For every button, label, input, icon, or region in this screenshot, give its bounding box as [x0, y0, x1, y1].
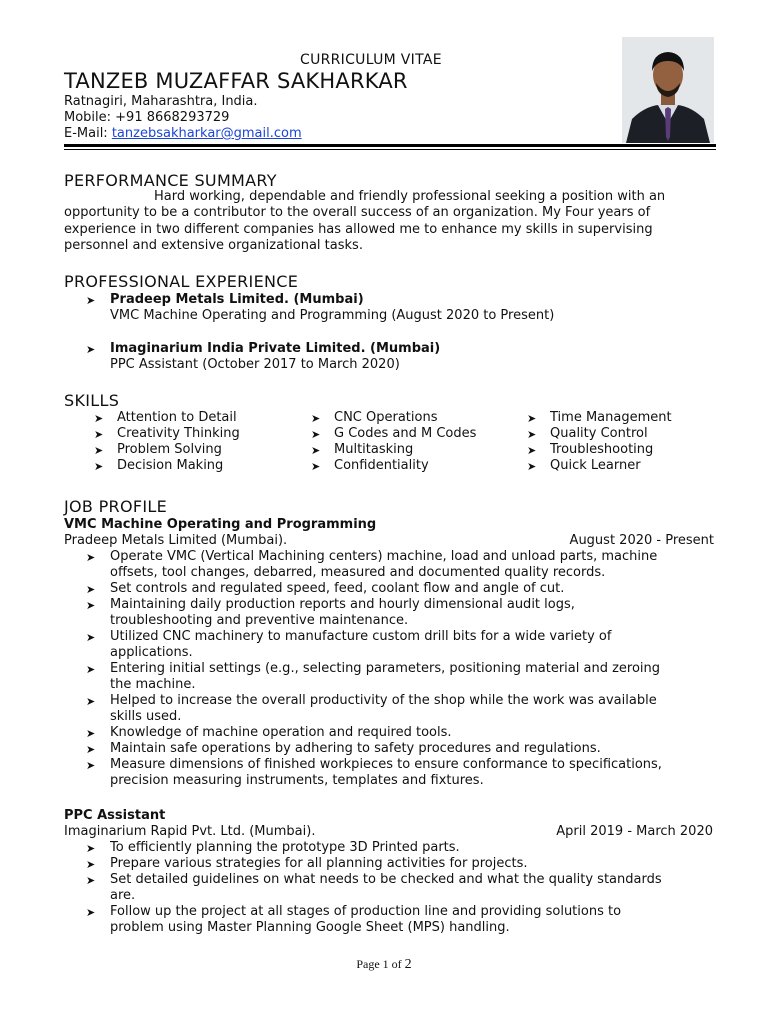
role-text: VMC Machine Operating and Programming (August 2020 to Present): [110, 308, 555, 323]
job-company: Imaginarium Rapid Pvt. Ltd. (Mumbai).: [64, 824, 316, 839]
job-bullet-item: [86, 872, 726, 904]
arrow-bullet-icon: ➤: [86, 583, 96, 596]
job-bullet-line: Set controls and regulated speed, feed, coolant flow and angle of cut.: [110, 581, 565, 596]
job-bullet-line: skills used.: [110, 709, 182, 724]
arrow-bullet-icon: ➤: [86, 874, 96, 887]
job-company: Pradeep Metals Limited (Mumbai).: [64, 533, 288, 548]
skill-item: ➤ Problem Solving: [94, 442, 222, 457]
job-bullet-line: problem using Master Planning Google Sheet (MPS) handling.: [110, 920, 510, 935]
job-bullet-line: Knowledge of machine operation and required tools.: [110, 725, 452, 740]
job-bullet-line: Maintaining daily production reports and hourly dimensional audit logs,: [110, 597, 575, 612]
arrow-bullet-icon: ➤: [94, 428, 104, 441]
job-bullet-item: [86, 693, 726, 725]
job-dates: August 2020 - Present: [569, 533, 714, 548]
job-bullet-line: applications.: [110, 645, 193, 660]
skill-item: ➤ Decision Making: [94, 458, 224, 473]
arrow-bullet-icon: ➤: [86, 727, 96, 740]
job-bullet-line: offsets, tool changes, debarred, measured and documented quality records.: [110, 565, 606, 580]
arrow-bullet-icon: ➤: [86, 599, 96, 612]
job-bullet-item: [86, 661, 726, 693]
summary-heading: PERFORMANCE SUMMARY: [64, 171, 277, 190]
summary-text: [64, 189, 716, 254]
company-name: Imaginarium India Private Limited. (Mumbai): [110, 341, 441, 356]
arrow-bullet-icon: ➤: [527, 444, 537, 457]
job-title: VMC Machine Operating and Programming: [64, 517, 377, 532]
skills-column-1: [94, 410, 240, 474]
job-bullet-item: [86, 840, 726, 856]
header-divider-thick: [64, 144, 716, 147]
arrow-bullet-icon: ➤: [86, 743, 96, 756]
mobile: Mobile: +91 8668293729: [64, 110, 230, 125]
arrow-bullet-icon: ➤: [86, 343, 96, 356]
job-bullet-line: are.: [110, 888, 136, 903]
page-total: 2: [404, 957, 412, 972]
arrow-bullet-icon: ➤: [86, 695, 96, 708]
skill-item: ➤ Creativity Thinking: [94, 426, 240, 441]
arrow-bullet-icon: ➤: [86, 551, 96, 564]
job-bullet-line: Follow up the project at all stages of production line and providing solutions to: [110, 904, 622, 919]
experience-item: [86, 292, 554, 324]
job-bullet-line: troubleshooting and preventive maintenance.: [110, 613, 409, 628]
job-bullet-line: To efficiently planning the prototype 3D Printed parts.: [110, 840, 460, 855]
skills-column-2: [311, 410, 476, 474]
job-bullet-item: [86, 597, 726, 629]
job-bullet-line: Measure dimensions of finished workpieces to ensure conformance to specifications,: [110, 757, 662, 772]
profile-photo: [622, 37, 714, 143]
role-text: PPC Assistant (October 2017 to March 2020): [110, 357, 400, 372]
job-bullet-item: [86, 725, 726, 741]
skills-heading: SKILLS: [64, 391, 120, 410]
job-bullet-line: Helped to increase the overall productivity of the shop while the work was available: [110, 693, 657, 708]
skill-item: ➤ Multitasking: [311, 442, 414, 457]
skill-item: ➤ Troubleshooting: [527, 442, 654, 457]
skill-item: ➤ Quality Control: [527, 426, 648, 441]
job-title: PPC Assistant: [64, 808, 166, 823]
candidate-name: TANZEB MUZAFFAR SAKHARKAR: [64, 69, 408, 93]
arrow-bullet-icon: ➤: [86, 842, 96, 855]
email-line: [64, 126, 302, 142]
job2-bullet-list: [86, 840, 726, 936]
skill-item: ➤ Time Management: [527, 410, 672, 425]
header-divider-thin: [64, 149, 716, 150]
job-bullet-line: Entering initial settings (e.g., selecting parameters, positioning material and zeroing: [110, 661, 661, 676]
skill-item: ➤ Quick Learner: [527, 458, 641, 473]
job-profile-heading: JOB PROFILE: [64, 497, 167, 516]
arrow-bullet-icon: ➤: [94, 412, 104, 425]
arrow-bullet-icon: ➤: [311, 444, 321, 457]
arrow-bullet-icon: ➤: [527, 412, 537, 425]
job-bullet-item: [86, 629, 726, 661]
job-bullet-item: [86, 856, 726, 872]
job-bullet-item: [86, 904, 726, 936]
job-bullet-line: precision measuring instruments, templates and fixtures.: [110, 773, 484, 788]
job1-bullet-list: [86, 549, 726, 789]
arrow-bullet-icon: ➤: [311, 412, 321, 425]
job-bullet-item: [86, 549, 726, 581]
skills-column-3: [527, 410, 672, 474]
skill-item: ➤ Confidentiality: [311, 458, 429, 473]
cv-title: CURRICULUM VITAE: [300, 52, 442, 68]
arrow-bullet-icon: ➤: [86, 906, 96, 919]
summary-line: Hard working, dependable and friendly professional seeking a position with an: [154, 189, 666, 204]
job-bullet-line: Prepare various strategies for all planning activities for projects.: [110, 856, 528, 871]
job-bullet-item: [86, 581, 726, 597]
arrow-bullet-icon: ➤: [311, 428, 321, 441]
page-prefix: Page 1 of: [356, 957, 405, 971]
job-bullet-line: Maintain safe operations by adhering to safety procedures and regulations.: [110, 741, 601, 756]
summary-line: experience in two different companies has allowed me to enhance my skills in supervising: [64, 221, 653, 237]
experience-heading: PROFESSIONAL EXPERIENCE: [64, 272, 299, 291]
job-bullet-line: Operate VMC (Vertical Machining centers) machine, load and unload parts, machine: [110, 549, 658, 564]
arrow-bullet-icon: ➤: [86, 631, 96, 644]
company-name: Pradeep Metals Limited. (Mumbai): [110, 292, 364, 307]
arrow-bullet-icon: ➤: [86, 294, 96, 307]
arrow-bullet-icon: ➤: [527, 428, 537, 441]
job-bullet-line: Set detailed guidelines on what needs to be checked and what the quality standards: [110, 872, 662, 887]
skill-item: ➤ Attention to Detail: [94, 410, 237, 425]
job-bullet-line: the machine.: [110, 677, 196, 692]
job-dates: April 2019 - March 2020: [556, 824, 713, 839]
address: Ratnagiri, Maharashtra, India.: [64, 94, 258, 109]
arrow-bullet-icon: ➤: [94, 460, 104, 473]
arrow-bullet-icon: ➤: [86, 759, 96, 772]
arrow-bullet-icon: ➤: [311, 460, 321, 473]
email-link[interactable]: tanzebsakharkar@gmail.com: [111, 126, 302, 141]
summary-line: personnel and extensive organizational tasks.: [64, 237, 363, 253]
experience-item: [86, 341, 440, 373]
arrow-bullet-icon: ➤: [86, 663, 96, 676]
skill-item: ➤ G Codes and M Codes: [311, 426, 477, 441]
summary-line: opportunity to be a contributor to the overall success of an organization. My Four years of: [64, 205, 651, 221]
job-bullet-item: [86, 757, 726, 789]
arrow-bullet-icon: ➤: [86, 858, 96, 871]
email-label: E-Mail:: [64, 126, 112, 141]
page-number: [0, 957, 768, 973]
arrow-bullet-icon: ➤: [94, 444, 104, 457]
job-bullet-line: Utilized CNC machinery to manufacture custom drill bits for a wide variety of: [110, 629, 612, 644]
skill-item: ➤ CNC Operations: [311, 410, 438, 425]
job-bullet-item: [86, 741, 726, 757]
arrow-bullet-icon: ➤: [527, 460, 537, 473]
